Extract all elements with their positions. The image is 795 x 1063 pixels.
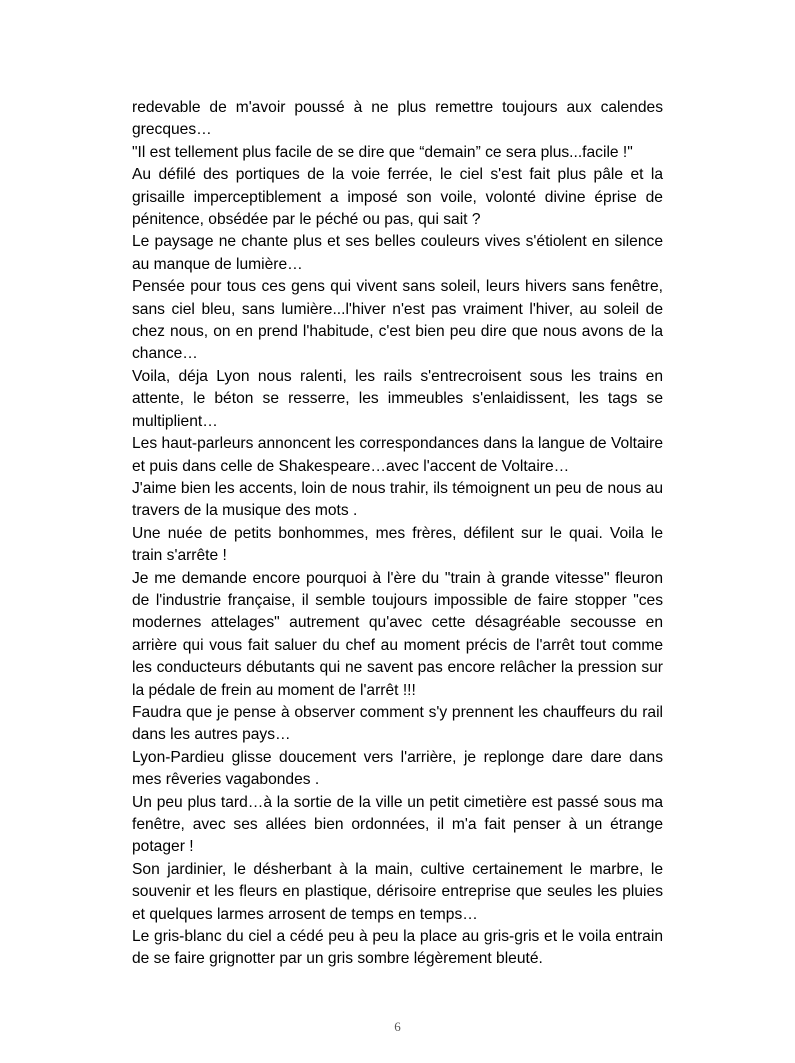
body-text <box>132 97 663 971</box>
paragraph: Une nuée de petits bonhommes, mes frères, défilent sur le quai. Voila le train s'arrête ! <box>132 524 663 565</box>
paragraph: Voila, déja Lyon nous ralenti, les rails s'entrecroisent sous les trains en attente, le béton se resserre, les immeubles s'enlaidissent, les tags se multiplient… <box>132 367 663 430</box>
paragraph: Les haut-parleurs annoncent les correspondances dans la langue de Voltaire et puis dans celle de Shakespeare…avec l'accent de Voltaire… <box>132 435 663 475</box>
paragraph: Le gris-blanc du ciel a cédé peu à peu la place au gris-gris et le voila entrain de se faire grignotter par un gris sombre légèrement bleuté. <box>132 928 663 968</box>
paragraph: Son jardinier, le désherbant à la main, cultive certainement le marbre, le souvenir et les fleurs en plastique, dérisoire entreprise que seules les pluies et quelques larmes arrosent de temps en temps… <box>132 860 663 923</box>
paragraph: Au défilé des portiques de la voie ferrée, le ciel s'est fait plus pâle et la grisaille imperceptiblement a imposé son voile, volonté divine éprise de pénitence, obsédée par le péché ou pas, qui sait ? <box>132 166 663 229</box>
paragraph: J'aime bien les accents, loin de nous trahir, ils témoignent un peu de nous au travers de la musique des mots . <box>132 479 663 520</box>
paragraph: Lyon-Pardieu glisse doucement vers l'arrière, je replonge dare dare dans mes rêveries vagabondes . <box>132 748 663 789</box>
page-number: 6 <box>394 1019 401 1034</box>
paragraph: Je me demande encore pourquoi à l'ère du "train à grande vitesse" fleuron de l'industrie française, il semble toujours impossible de faire stopper "ces modernes attelages" autrement qu'avec cette désagréable secousse en arrière qui vous fait saluer du chef au moment précis de l'arrêt tout comme les conducteurs débutants qui ne savent pas encore relâcher la pression sur la pédale de frein au moment de l'arrêt !!! <box>132 569 663 699</box>
paragraph: "Il est tellement plus facile de se dire que “demain” ce sera plus...facile !" <box>132 143 633 161</box>
paragraph: Pensée pour tous ces gens qui vivent sans soleil, leurs hivers sans fenêtre, sans ciel bleu, sans lumière...l'hiver n'est pas vraiment l'hiver, au soleil de chez nous, on en prend l'habitude, c'est bien peu dire que nous avons de la chance… <box>132 278 663 363</box>
paragraph: Faudra que je pense à observer comment s'y prennent les chauffeurs du rail dans les autres pays… <box>132 703 663 744</box>
paragraph: redevable de m'avoir poussé à ne plus remettre toujours aux calendes grecques… <box>132 99 663 139</box>
paragraph: Le paysage ne chante plus et ses belles couleurs vives s'étiolent en silence au manque de lumière… <box>132 233 663 273</box>
paragraph: Un peu plus tard…à la sortie de la ville un petit cimetière est passé sous ma fenêtre, avec ses allées bien ordonnées, il m'a fait penser à un étrange potager ! <box>132 793 663 856</box>
